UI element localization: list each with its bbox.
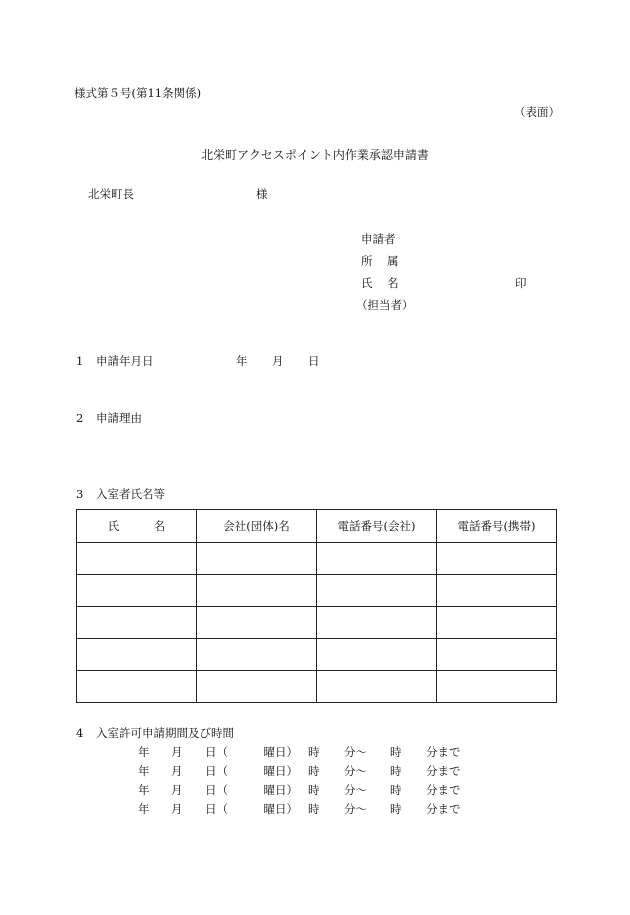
period-hour-from: 時: [308, 745, 320, 759]
side-label: （表面）: [514, 105, 560, 119]
section-1: [76, 353, 154, 369]
table-cell[interactable]: [437, 543, 557, 575]
application-date-fields: [236, 353, 344, 369]
table-row: [77, 607, 557, 639]
period-weekday: 曜日）: [263, 802, 298, 816]
period-month: 月: [171, 764, 183, 778]
period-minute-from: 分～: [344, 745, 367, 759]
period-minute-to: 分まで: [426, 783, 461, 797]
section-3: [76, 486, 165, 502]
period-hour-from: 時: [308, 783, 320, 797]
year-label: 年: [236, 354, 248, 368]
seal-mark: 印: [515, 276, 527, 290]
period-minute-from: 分～: [344, 764, 367, 778]
entrants-table: [76, 509, 557, 703]
period-minute-to: 分まで: [426, 745, 461, 759]
honorific: 様: [256, 187, 268, 201]
document-title: 北栄町アクセスポイント内作業承認申請書: [201, 148, 429, 162]
table-cell[interactable]: [77, 543, 197, 575]
contact-person-label: （担当者）: [356, 298, 414, 312]
period-year: 年: [138, 745, 150, 759]
day-label: 日: [308, 354, 320, 368]
header-company: 会社(団体)名: [197, 510, 317, 543]
table-cell[interactable]: [77, 671, 197, 703]
period-hour-to: 時: [390, 764, 402, 778]
period-weekday: 曜日）: [263, 745, 298, 759]
table-row: [77, 639, 557, 671]
table-row: [77, 575, 557, 607]
period-day: 日（: [205, 783, 228, 797]
applicant-affiliation-label: [361, 253, 399, 269]
period-line: [138, 801, 461, 817]
table-cell[interactable]: [197, 671, 317, 703]
section-4: [76, 725, 234, 741]
table-cell[interactable]: [317, 639, 437, 671]
period-hour-to: 時: [390, 802, 402, 816]
period-weekday: 曜日）: [263, 783, 298, 797]
header-name: 氏 名: [77, 510, 197, 543]
applicant-heading: 申請者: [361, 232, 396, 246]
period-line: [138, 763, 461, 779]
name-char-2: 名: [387, 276, 399, 290]
period-year: 年: [138, 802, 150, 816]
section-1-number: 1: [76, 354, 84, 368]
table-header-row: [77, 510, 557, 543]
period-hour-from: 時: [308, 764, 320, 778]
period-month: 月: [171, 783, 183, 797]
period-day: 日（: [205, 764, 228, 778]
name-char-1: 氏: [361, 276, 373, 290]
table-cell[interactable]: [317, 543, 437, 575]
section-4-number: 4: [76, 726, 84, 740]
section-2-number: 2: [76, 411, 84, 425]
period-month: 月: [171, 802, 183, 816]
form-number: 様式第５号(第11条関係): [74, 86, 202, 100]
table-cell[interactable]: [437, 639, 557, 671]
period-minute-from: 分～: [344, 783, 367, 797]
table-cell[interactable]: [317, 575, 437, 607]
table-cell[interactable]: [77, 575, 197, 607]
period-year: 年: [138, 764, 150, 778]
table-cell[interactable]: [317, 671, 437, 703]
header-phone-mobile: 電話番号(携帯): [437, 510, 557, 543]
table-cell[interactable]: [77, 639, 197, 671]
period-line: [138, 782, 461, 798]
period-minute-to: 分まで: [426, 802, 461, 816]
period-day: 日（: [205, 745, 228, 759]
period-line: [138, 744, 461, 760]
table-row: [77, 543, 557, 575]
period-minute-to: 分まで: [426, 764, 461, 778]
table-cell[interactable]: [317, 607, 437, 639]
period-weekday: 曜日）: [263, 764, 298, 778]
period-hour-to: 時: [390, 745, 402, 759]
table-cell[interactable]: [77, 607, 197, 639]
section-3-label: 入室者氏名等: [96, 487, 165, 501]
table-cell[interactable]: [197, 575, 317, 607]
table-row: [77, 671, 557, 703]
addressee: 北栄町長: [88, 187, 134, 201]
affiliation-char-1: 所: [361, 254, 373, 268]
period-year: 年: [138, 783, 150, 797]
period-hour-to: 時: [390, 783, 402, 797]
table-cell[interactable]: [437, 575, 557, 607]
table-cell[interactable]: [437, 671, 557, 703]
table-cell[interactable]: [197, 639, 317, 671]
header-phone-company: 電話番号(会社): [317, 510, 437, 543]
section-1-label: 申請年月日: [96, 354, 154, 368]
table-cell[interactable]: [437, 607, 557, 639]
month-label: 月: [272, 354, 284, 368]
applicant-name-label: [361, 275, 399, 291]
period-day: 日（: [205, 802, 228, 816]
section-4-label: 入室許可申請期間及び時間: [96, 726, 234, 740]
table-cell[interactable]: [197, 607, 317, 639]
section-2: [76, 410, 142, 426]
table-cell[interactable]: [197, 543, 317, 575]
section-3-number: 3: [76, 487, 84, 501]
period-month: 月: [171, 745, 183, 759]
period-minute-from: 分～: [344, 802, 367, 816]
affiliation-char-2: 属: [387, 254, 399, 268]
section-2-label: 申請理由: [96, 411, 142, 425]
period-hour-from: 時: [308, 802, 320, 816]
